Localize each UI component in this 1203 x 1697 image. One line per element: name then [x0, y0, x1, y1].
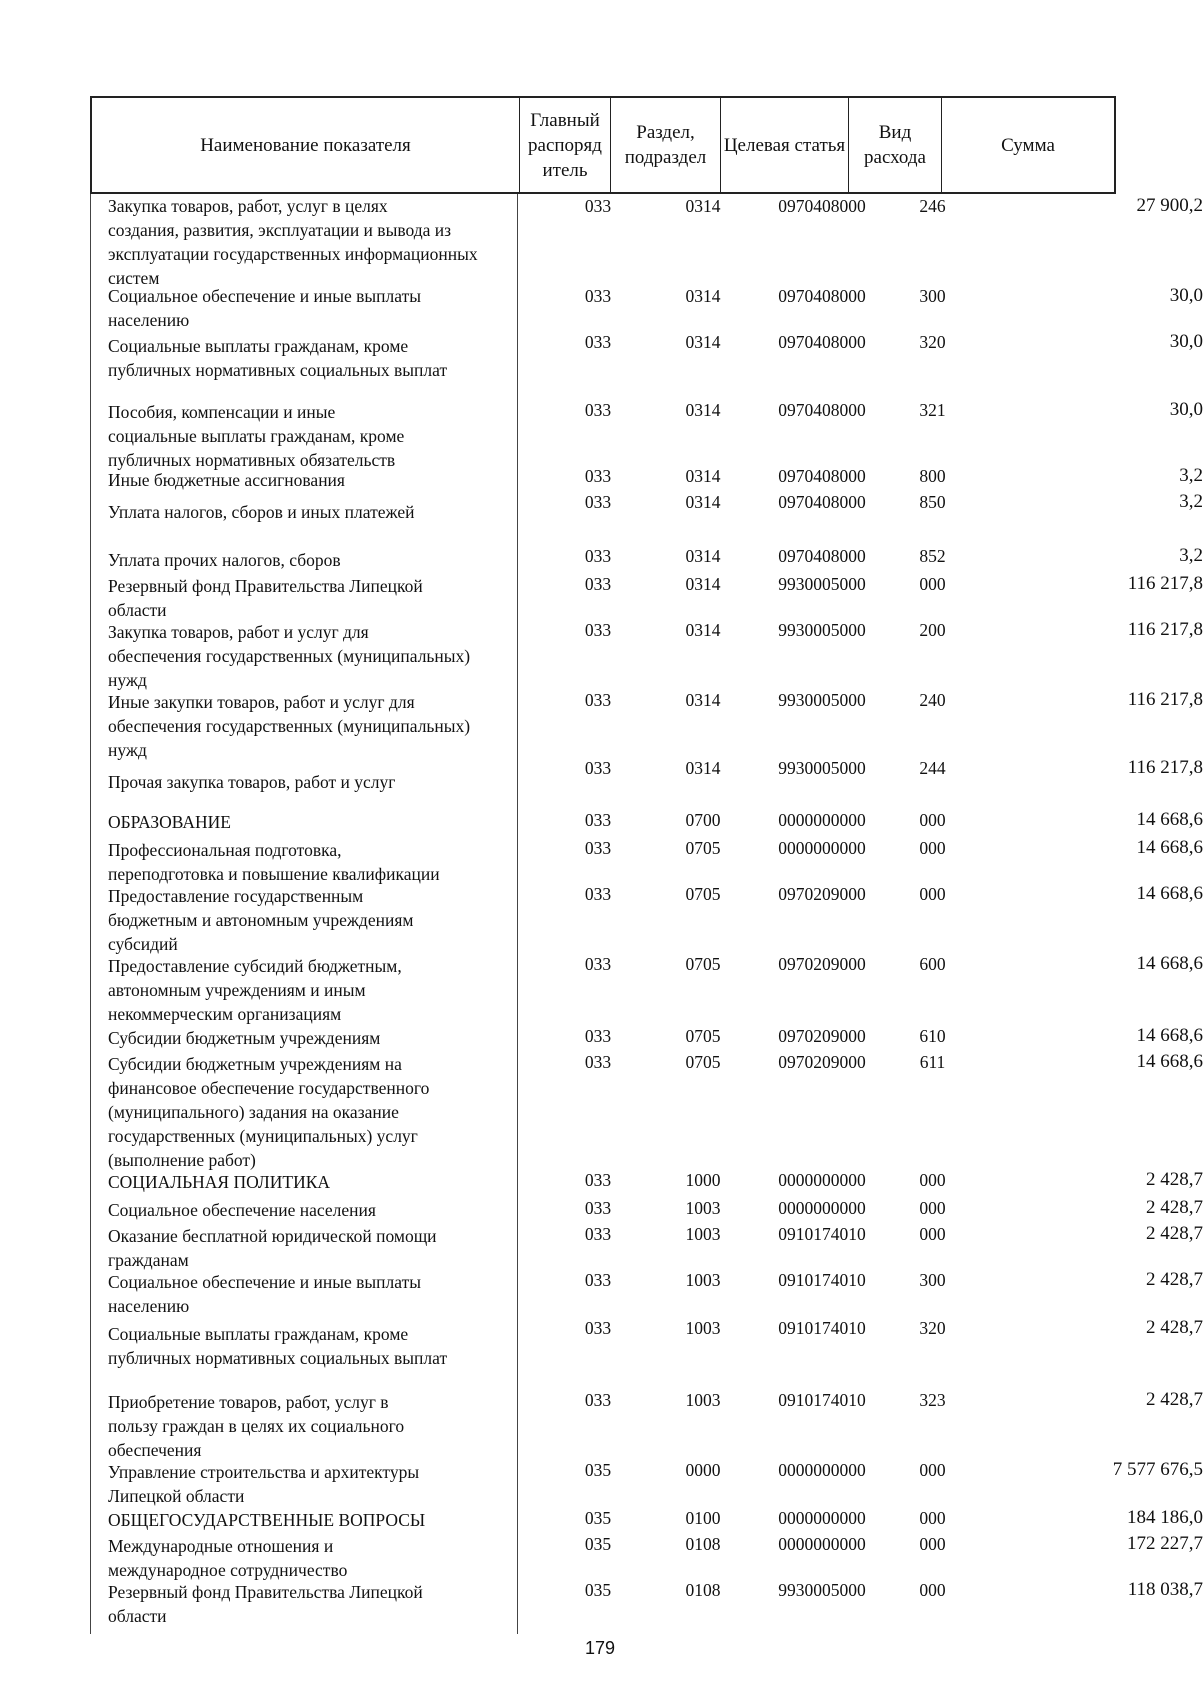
row-section: 0705 [685, 884, 721, 904]
row-target: 0000000000 [778, 1508, 866, 1528]
row-name: Социальное обеспечение населения [108, 1200, 376, 1220]
header-type: Вид расхода [849, 98, 942, 192]
row-target: 0970408000 [778, 546, 866, 566]
row-type: 852 [919, 546, 946, 566]
row-section: 0108 [685, 1534, 721, 1554]
row-section: 0108 [685, 1580, 721, 1600]
row-section: 0314 [685, 286, 721, 306]
row-section: 0705 [685, 954, 721, 974]
row-section: 1003 [685, 1318, 721, 1338]
row-target: 0000000000 [778, 1198, 866, 1218]
row-target: 0000000000 [778, 1534, 866, 1554]
row-name: Социальное обеспечение и иные выплаты населению [108, 286, 422, 330]
row-target: 9930005000 [778, 620, 866, 640]
row-type: 000 [919, 1224, 946, 1244]
header-main-manager: Главный распоряд итель [520, 98, 611, 192]
row-target: 9930005000 [778, 574, 866, 594]
row-section: 0314 [685, 690, 721, 710]
row-target: 0910174010 [778, 1390, 866, 1410]
row-type: 320 [919, 1318, 946, 1338]
row-name: Иные закупки товаров, работ и услуг для обеспечения государственных (муниципальных) нужд [108, 692, 471, 760]
row-main-manager: 033 [584, 954, 612, 974]
row-sum: 116 217,8 [1127, 689, 1203, 710]
row-target: 0970209000 [778, 954, 866, 974]
row-section: 1003 [685, 1390, 721, 1410]
row-type: 200 [919, 620, 946, 640]
row-name: Социальное обеспечение и иные выплаты населению [108, 1272, 422, 1316]
row-main-manager: 033 [584, 1318, 612, 1338]
row-sum: 30,0 [1169, 399, 1203, 420]
row-section: 0705 [685, 838, 721, 858]
row-type: 000 [919, 1460, 946, 1480]
row-type: 000 [919, 1508, 946, 1528]
row-sum: 116 217,8 [1127, 619, 1203, 640]
row-section: 0314 [685, 332, 721, 352]
row-name: Уплата налогов, сборов и иных платежей [108, 502, 415, 522]
row-sum: 2 428,7 [1146, 1223, 1203, 1244]
row-main-manager: 033 [584, 884, 612, 904]
header-name: Наименование показателя [92, 98, 520, 192]
row-sum: 14 668,6 [1136, 837, 1203, 858]
row-sum: 3,2 [1179, 491, 1203, 512]
row-main-manager: 033 [584, 758, 612, 778]
row-sum: 14 668,6 [1136, 809, 1203, 830]
row-section: 0705 [685, 1026, 721, 1046]
row-type: 244 [919, 758, 946, 778]
row-section: 0000 [685, 1460, 721, 1480]
row-name: Закупка товаров, работ, услуг в целях создания, развития, эксплуатации и вывода из эксплуатации государственных информационных систем [108, 196, 478, 288]
row-main-manager: 033 [584, 1270, 612, 1290]
row-sum: 3,2 [1179, 545, 1203, 566]
row-section: 1003 [685, 1270, 721, 1290]
row-section: 0314 [685, 620, 721, 640]
row-main-manager: 033 [584, 1026, 612, 1046]
row-type: 320 [919, 332, 946, 352]
row-name: ОБРАЗОВАНИЕ [108, 812, 231, 832]
row-main-manager: 033 [584, 400, 612, 420]
row-target: 9930005000 [778, 758, 866, 778]
row-main-manager: 033 [584, 838, 612, 858]
row-name: Социальные выплаты гражданам, кроме публичных нормативных социальных выплат [108, 1324, 448, 1368]
row-target: 0970408000 [778, 466, 866, 486]
row-name: Социальные выплаты гражданам, кроме публичных нормативных социальных выплат [108, 336, 448, 380]
row-section: 1003 [685, 1198, 721, 1218]
row-target: 0000000000 [778, 838, 866, 858]
row-name: Приобретение товаров, работ, услуг в пользу граждан в целях их социального обеспечения [108, 1392, 405, 1460]
row-sum: 14 668,6 [1136, 883, 1203, 904]
row-type: 000 [919, 884, 946, 904]
row-section: 0314 [685, 574, 721, 594]
row-type: 000 [919, 1170, 946, 1190]
table-body [90, 194, 1203, 1634]
row-type: 321 [919, 400, 946, 420]
row-section: 0314 [685, 492, 721, 512]
header-sum: Сумма [1001, 134, 1055, 156]
row-type: 000 [919, 574, 946, 594]
row-sum: 116 217,8 [1127, 757, 1203, 778]
row-main-manager: 033 [584, 574, 612, 594]
row-target: 0910174010 [778, 1224, 866, 1244]
row-name: Закупка товаров, работ и услуг для обеспечения государственных (муниципальных) нужд [108, 622, 471, 690]
row-target: 0970408000 [778, 400, 866, 420]
row-type: 000 [919, 838, 946, 858]
row-target: 0970408000 [778, 196, 866, 216]
row-type: 610 [919, 1026, 946, 1046]
row-main-manager: 035 [584, 1460, 612, 1480]
row-target: 9930005000 [778, 1580, 866, 1600]
row-type: 300 [919, 1270, 946, 1290]
row-sum: 30,0 [1169, 331, 1203, 352]
row-sum: 172 227,7 [1127, 1533, 1203, 1554]
row-target: 0000000000 [778, 1460, 866, 1480]
row-target: 0970408000 [778, 332, 866, 352]
row-type: 000 [919, 1534, 946, 1554]
column-divider [90, 194, 91, 1634]
row-name: Оказание бесплатной юридической помощи гражданам [108, 1226, 437, 1270]
row-name: СОЦИАЛЬНАЯ ПОЛИТИКА [108, 1172, 331, 1192]
row-name: Пособия, компенсации и иные социальные выплаты гражданам, кроме публичных нормативных обязательств [108, 402, 405, 470]
row-name: Управление строительства и архитектуры Липецкой области [108, 1462, 420, 1506]
row-main-manager: 035 [584, 1534, 612, 1554]
row-main-manager: 033 [584, 286, 612, 306]
row-target: 9930005000 [778, 690, 866, 710]
row-type: 240 [919, 690, 946, 710]
row-sum: 7 577 676,5 [1112, 1459, 1203, 1480]
row-name: Прочая закупка товаров, работ и услуг [108, 772, 396, 792]
row-main-manager: 035 [584, 1580, 612, 1600]
row-main-manager: 033 [584, 690, 612, 710]
row-main-manager: 033 [584, 1198, 612, 1218]
row-type: 611 [919, 1052, 946, 1072]
row-sum: 116 217,8 [1127, 573, 1203, 594]
row-section: 0314 [685, 546, 721, 566]
row-name: Субсидии бюджетным учреждениям [108, 1028, 381, 1048]
row-section: 0705 [685, 1052, 721, 1072]
header-target: Целевая статья [721, 98, 849, 192]
row-sum: 2 428,7 [1146, 1389, 1203, 1410]
row-section: 0314 [685, 466, 721, 486]
row-target: 0910174010 [778, 1318, 866, 1338]
row-name: Международные отношения и международное сотрудничество [108, 1536, 348, 1580]
row-sum: 2 428,7 [1146, 1197, 1203, 1218]
row-type: 300 [919, 286, 946, 306]
row-main-manager: 033 [584, 810, 612, 830]
row-section: 1003 [685, 1224, 721, 1244]
row-section: 0314 [685, 758, 721, 778]
row-main-manager: 033 [584, 466, 612, 486]
row-target: 0970408000 [778, 492, 866, 512]
row-sum: 30,0 [1169, 285, 1203, 306]
row-target: 0970209000 [778, 1052, 866, 1072]
row-target: 0000000000 [778, 1170, 866, 1190]
row-sum: 14 668,6 [1136, 1025, 1203, 1046]
row-sum: 2 428,7 [1146, 1169, 1203, 1190]
row-section: 0314 [685, 400, 721, 420]
row-name: Профессиональная подготовка, переподготовка и повышение квалификации [108, 840, 440, 884]
row-section: 1000 [685, 1170, 721, 1190]
row-type: 000 [919, 1198, 946, 1218]
row-type: 600 [919, 954, 946, 974]
row-section: 0314 [685, 196, 721, 216]
row-sum: 14 668,6 [1136, 953, 1203, 974]
row-main-manager: 033 [584, 332, 612, 352]
row-name: Иные бюджетные ассигнования [108, 470, 345, 490]
row-target: 0970408000 [778, 286, 866, 306]
row-main-manager: 033 [584, 1224, 612, 1244]
row-main-manager: 033 [584, 1170, 612, 1190]
row-main-manager: 033 [584, 196, 612, 216]
table-header [90, 96, 1116, 194]
row-sum: 184 186,0 [1127, 1507, 1203, 1528]
row-target: 0910174010 [778, 1270, 866, 1290]
row-type: 246 [919, 196, 946, 216]
row-main-manager: 033 [584, 1052, 612, 1072]
row-type: 323 [919, 1390, 946, 1410]
row-sum: 118 038,7 [1127, 1579, 1203, 1600]
row-sum: 2 428,7 [1146, 1269, 1203, 1290]
row-name: ОБЩЕГОСУДАРСТВЕННЫЕ ВОПРОСЫ [108, 1510, 426, 1530]
row-name: Резервный фонд Правительства Липецкой области [108, 576, 423, 620]
page-number: 179 [584, 1638, 616, 1658]
row-section: 0700 [685, 810, 721, 830]
row-type: 850 [919, 492, 946, 512]
row-target: 0970209000 [778, 1026, 866, 1046]
row-main-manager: 033 [584, 1390, 612, 1410]
row-sum: 3,2 [1179, 465, 1203, 486]
row-sum: 14 668,6 [1136, 1051, 1203, 1072]
header-section: Раздел, подраздел [611, 98, 721, 192]
row-type: 000 [919, 810, 946, 830]
row-name: Субсидии бюджетным учреждениям на финансовое обеспечение государственного (муниципального) задания на оказание государственных (муниципальных) услуг (выполнение работ) [108, 1054, 430, 1170]
row-type: 800 [919, 466, 946, 486]
row-section: 0100 [685, 1508, 721, 1528]
row-type: 000 [919, 1580, 946, 1600]
row-main-manager: 033 [584, 492, 612, 512]
row-name: Предоставление субсидий бюджетным, автономным учреждениям и иным некоммерческим организациям [108, 956, 402, 1024]
row-name: Резервный фонд Правительства Липецкой области [108, 1582, 423, 1626]
row-main-manager: 033 [584, 620, 612, 640]
row-main-manager: 035 [584, 1508, 612, 1528]
row-target: 0970209000 [778, 884, 866, 904]
row-name: Уплата прочих налогов, сборов [108, 550, 341, 570]
row-main-manager: 033 [584, 546, 612, 566]
row-target: 0000000000 [778, 810, 866, 830]
row-sum: 27 900,2 [1136, 195, 1203, 216]
row-sum: 2 428,7 [1146, 1317, 1203, 1338]
row-name: Предоставление государственным бюджетным и автономным учреждениям субсидий [108, 886, 414, 954]
